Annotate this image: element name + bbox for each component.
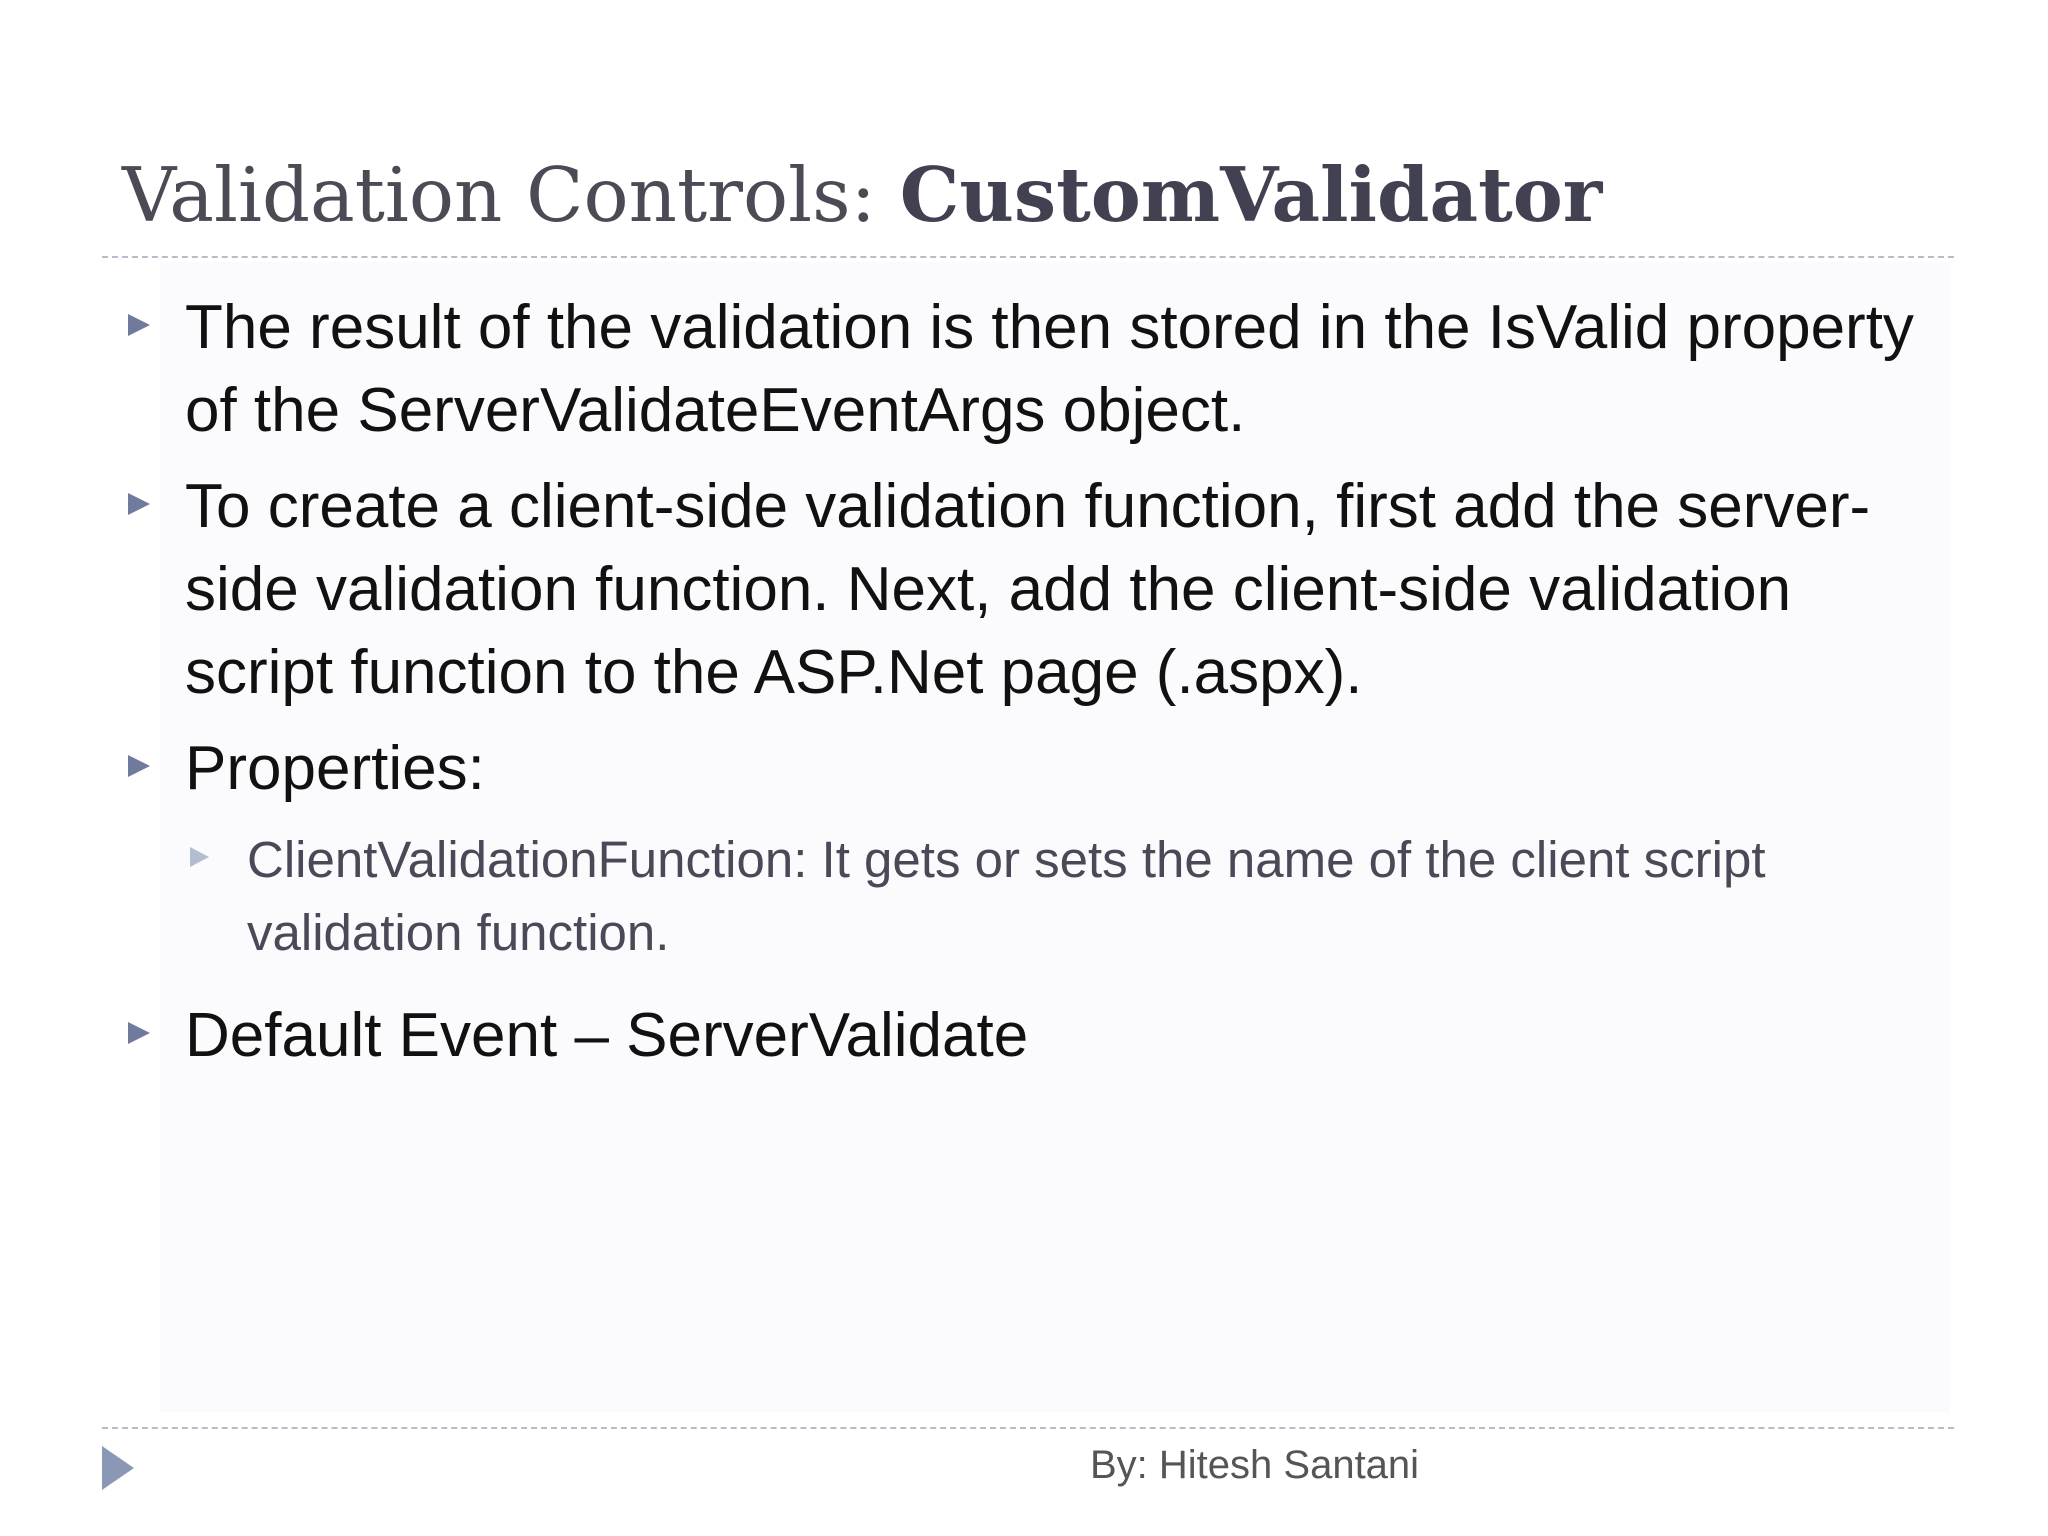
bullet-text: Properties: bbox=[185, 734, 485, 803]
footer-author: By: Hitesh Santani bbox=[1090, 1443, 1420, 1487]
bullet-item bbox=[122, 465, 1942, 714]
bullet-text: Default Event – ServerValidate bbox=[185, 1001, 1029, 1070]
triangle-bullet-icon bbox=[128, 314, 150, 336]
triangle-sub-bullet-icon bbox=[190, 847, 209, 867]
bullet-item bbox=[122, 727, 1942, 810]
sub-bullet-text: ClientValidationFunction: It gets or sets the name of the client script validation function. bbox=[247, 831, 1766, 961]
sub-bullet-item bbox=[122, 823, 1942, 969]
slide-body bbox=[122, 286, 1942, 1090]
triangle-nav-icon bbox=[102, 1446, 134, 1490]
slide-title bbox=[122, 150, 1602, 240]
title-divider bbox=[102, 256, 1954, 258]
footer-divider bbox=[102, 1427, 1954, 1429]
triangle-bullet-icon bbox=[128, 1022, 150, 1044]
triangle-bullet-icon bbox=[128, 755, 150, 777]
bullet-text: The result of the validation is then stored in the IsValid property of the ServerValidateEventArgs object. bbox=[185, 293, 1914, 445]
triangle-bullet-icon bbox=[128, 493, 150, 515]
bullet-text: To create a client-side validation function, first add the server-side validation function. Next, add the client-side validation script function to the ASP.Net page (.aspx). bbox=[185, 472, 1871, 707]
title-bold: CustomValidator bbox=[899, 151, 1603, 239]
bullet-item bbox=[122, 994, 1942, 1077]
title-regular: Validation Controls: bbox=[122, 151, 900, 239]
bullet-item bbox=[122, 286, 1942, 452]
